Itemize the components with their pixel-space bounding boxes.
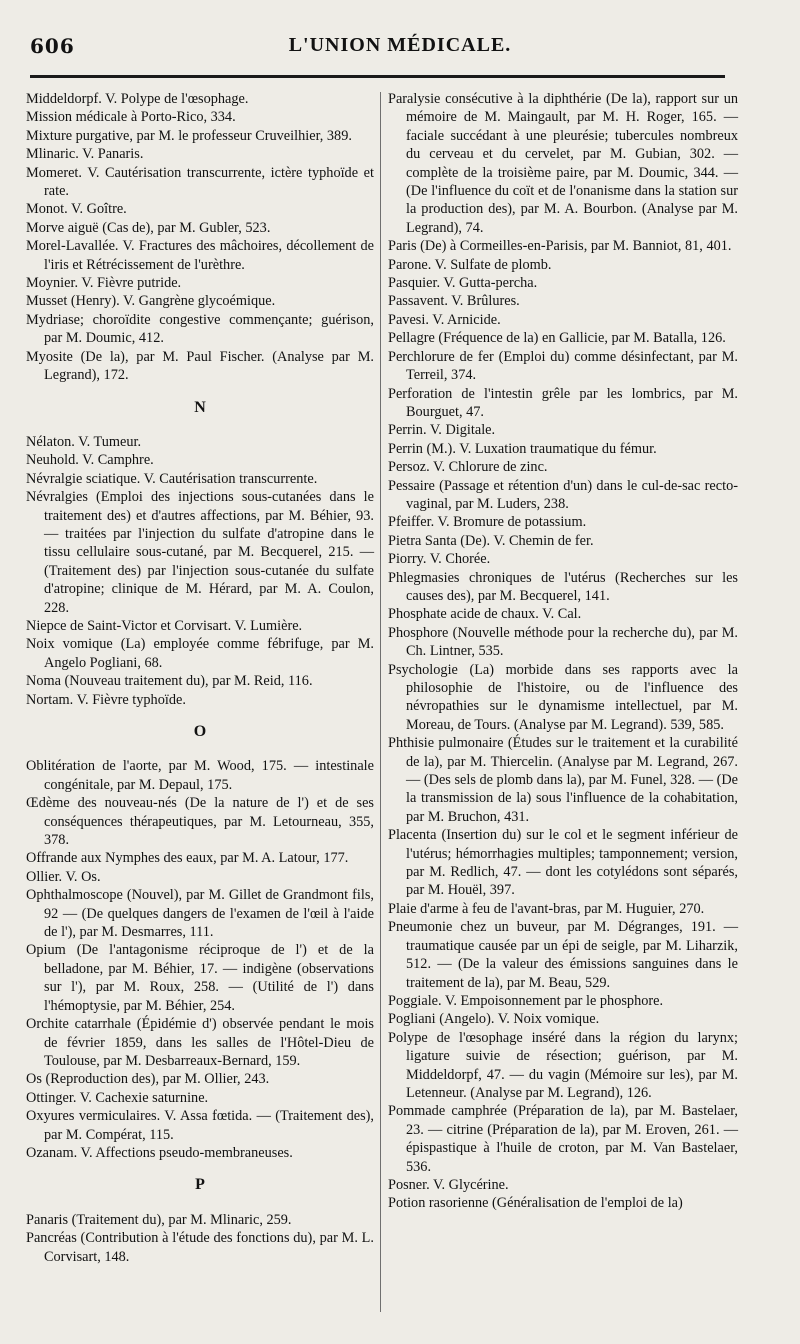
index-entry: Phthisie pulmonaire (Études sur le traitement et la curabilité de la), par M. Thiercelin. (Analyse par M. Legrand, 267. — (Des sels de plomb dans la), par M. Funel, 328. — (De la transmission de la) sous l'influence de la cohabitation, par M. Bruchon, 431. [388, 735, 738, 825]
index-entry: Perrin. V. Digitale. [388, 422, 496, 439]
index-entry: Polype de l'œsophage inséré dans la région du larynx; ligature suivie de résection; guérison, par M. Middeldorpf, 47. — du vagin (Mémoire sur les), par M. Letenneur. (Analyse par M. Legrand), 126. [388, 1029, 738, 1101]
index-entry: Pommade camphrée (Préparation de la), par M. Bastelaer, 23. — citrine (Préparation de la), par M. Eroven, 261. — épispastique à l'huile de croton, par M. Van Bastelaer, 536. [388, 1103, 738, 1175]
index-entry: Momeret. V. Cautérisation transcurrente, ictère typhoïde et rate. [26, 164, 374, 200]
index-entry: Mydriase; choroïdite congestive commençante; guérison, par M. Doumic, 412. [26, 311, 374, 347]
index-entry: Névralgie sciatique. V. Cautérisation transcurrente. [26, 470, 318, 487]
index-entry: Nélaton. V. Tumeur. [26, 433, 142, 450]
index-entry: Moynier. V. Fièvre putride. [26, 275, 182, 292]
index-entry: Poggiale. V. Empoisonnement par le phosphore. [388, 992, 664, 1009]
index-entry: Panaris (Traitement du), par M. Mlinaric, 259. [26, 1211, 292, 1228]
index-entry: Persoz. V. Chlorure de zinc. [388, 459, 548, 476]
index-entry: Morel-Lavallée. V. Fractures des mâchoires, décollement de l'iris et Rétrécissement de l'urèthre. [26, 238, 374, 273]
section-letter: O [193, 723, 207, 740]
index-entry: Psychologie (La) morbide dans ses rapports avec la philosophie de l'histoire, ou de l'influence des névropathies sur le dynamisme intellectuel, par M. Moreau, de Tours. (Analyse par M. Legrand). 539, 585. [388, 661, 738, 733]
page-title: L'UNION MÉDICALE. [288, 34, 512, 56]
column-divider [380, 92, 381, 1312]
index-entry: Nortam. V. Fièvre typhoïde. [26, 691, 186, 708]
header-rule [30, 75, 725, 78]
section-letter: P [195, 1176, 205, 1194]
index-entry: Pfeiffer. V. Bromure de potassium. [388, 514, 587, 531]
index-entry: Perchlorure de fer (Emploi du) comme désinfectant, par M. Terreil, 374. [388, 348, 738, 384]
index-entry: Os (Reproduction des), par M. Ollier, 243. [26, 1071, 270, 1088]
index-entry: Pietra Santa (De). V. Chemin de fer. [388, 532, 594, 549]
index-entry: Pogliani (Angelo). V. Noix vomique. [388, 1011, 600, 1028]
index-entry: Noix vomique (La) employée comme fébrifuge, par M. Angelo Pogliani, 68. [26, 636, 374, 671]
section-letter: N [194, 398, 206, 416]
index-entry: Piorry. V. Chorée. [388, 551, 491, 568]
page-number: 606 [30, 34, 75, 58]
index-entry: Paris (De) à Cormeilles-en-Parisis, par M. Banniot, 81, 401. [388, 238, 732, 255]
index-entry: Oblitération de l'aorte, par M. Wood, 175. — intestinale congénitale, par M. Depaul, 175. [26, 758, 374, 793]
index-entry: Mixture purgative, par M. le professeur Cruveilhier, 389. [26, 127, 352, 144]
index-entry: Potion rasorienne (Généralisation de l'emploi de la) [388, 1195, 683, 1212]
index-entry: Ophthalmoscope (Nouvel), par M. Gillet de Grandmont fils, 92 — (De quelques dangers de l'examen de l'œil à l'aide de l'), par M. Desmarres, 111. [26, 887, 374, 941]
index-entry: Musset (Henry). V. Gangrène glycoémique. [26, 293, 276, 310]
index-entry: Niepce de Saint-Victor et Corvisart. V. Lumière. [26, 617, 303, 634]
index-entry: Opium (De l'antagonisme réciproque de l') et de la belladone, par M. Béhier, 17. — indigène (observations sur l'), par M. Roux, 258. — (Utilité de l') dans l'hémoptysie, par M. Béhier, 254. [26, 942, 374, 1014]
index-entry: Névralgies (Emploi des injections sous-cutanées dans le traitement des) et d'autres affections, par M. Béhier, 93. — traitées par l'injection du sulfate d'atropine dans le tissu cellulaire sous-cutané, par M. Becquerel, 215. — (Traitement des) par l'injection sous-cutanée du sulfate d'atropine; clinique de M. Hérard, par M. A. Coulon, 228. [26, 489, 374, 616]
index-entry: Noma (Nouveau traitement du), par M. Reid, 116. [26, 673, 313, 690]
index-entry: Middeldorpf. V. Polype de l'œsophage. [26, 91, 249, 107]
index-entry: Ozanam. V. Affections pseudo-membraneuses. [26, 1144, 293, 1161]
index-entry: Phosphore (Nouvelle méthode pour la recherche du), par M. Ch. Lintner, 535. [388, 624, 738, 660]
left-column [26, 90, 374, 1266]
index-entry: Mlinaric. V. Panaris. [26, 146, 144, 163]
index-entry: Pavesi. V. Arnicide. [388, 311, 501, 328]
index-entry: Paralysie consécutive à la diphthérie (De la), rapport sur un mémoire de M. Maingault, par M. H. Roger, 165. — faciale succédant à une pleurésie; tubercules nombreux du cerveau et du cervelet, par M. Gubian, 302. — complète de la troisième paire, par M. Doumic, 344. — (De l'influence du coït et de l'onanisme dans la station sur la production des), par M. A. Bourbon. (Analyse par M. Legrand), 74. [388, 91, 738, 236]
index-entry: Pneumonie chez un buveur, par M. Dégranges, 191. — traumatique causée par un épi de seigle, par M. Liharzik, 512. — (De la valeur des émissions sanguines dans le traitement de la), par M. Beau, 529. [388, 919, 738, 991]
index-entry: Mission médicale à Porto-Rico, 334. [26, 109, 236, 126]
index-entry: Orchite catarrhale (Épidémie d') observée pendant le mois de février 1859, dans les salles de l'Hôtel-Dieu de Toulouse, par M. Desbarreaux-Bernard, 159. [26, 1016, 374, 1069]
index-entry: Morve aiguë (Cas de), par M. Gubler, 523. [26, 219, 271, 236]
index-entry: Pasquier. V. Gutta-percha. [388, 275, 538, 292]
index-entry: Myosite (De la), par M. Paul Fischer. (Analyse par M. Legrand), 172. [26, 348, 374, 384]
index-entry: Parone. V. Sulfate de plomb. [388, 256, 552, 273]
index-entry: Pessaire (Passage et rétention d'un) dans le cul-de-sac recto-vaginal, par M. Luders, 238. [388, 477, 738, 512]
index-entry: Neuhold. V. Camphre. [26, 452, 154, 469]
index-entry: Passavent. V. Brûlures. [388, 293, 520, 310]
index-entry: Perrin (M.). V. Luxation traumatique du fémur. [388, 440, 657, 457]
index-entry: Monot. V. Goître. [26, 201, 127, 218]
index-entry: Pellagre (Fréquence de la) en Gallicie, par M. Batalla, 126. [388, 330, 726, 347]
index-entry: Perforation de l'intestin grêle par les lombrics, par M. Bourguet, 47. [388, 385, 738, 420]
index-entry: Phosphate acide de chaux. V. Cal. [388, 606, 582, 623]
index-entry: Phlegmasies chroniques de l'utérus (Recherches sur les causes des), par M. Becquerel, 141. [388, 569, 738, 604]
index-entry: Oxyures vermiculaires. V. Assa fœtida. — (Traitement des), par M. Compérat, 115. [26, 1108, 374, 1143]
index-entry: Pancréas (Contribution à l'étude des fonctions du), par M. L. Corvisart, 148. [26, 1230, 374, 1265]
index-entry: Ottinger. V. Cachexie saturnine. [26, 1089, 209, 1106]
index-entry: Offrande aux Nymphes des eaux, par M. A. Latour, 177. [26, 850, 349, 867]
index-entry: Placenta (Insertion du) sur le col et le segment inférieur de l'utérus; hémorrhagies multiples; tamponnement; version, par M. Redlich, 47. — dont les cotylédons sont séparés, par M. Houël, 397. [388, 827, 738, 899]
index-entry: Ollier. V. Os. [26, 868, 101, 885]
index-entry: Plaie d'arme à feu de l'avant-bras, par M. Huguier, 270. [388, 900, 705, 917]
index-entry: Posner. V. Glycérine. [388, 1176, 509, 1193]
index-entry: Œdème des nouveau-nés (De la nature de l') et de ses conséquences thérapeutiques, par M. Letourneau, 355, 378. [26, 795, 374, 849]
right-column [388, 90, 738, 1213]
